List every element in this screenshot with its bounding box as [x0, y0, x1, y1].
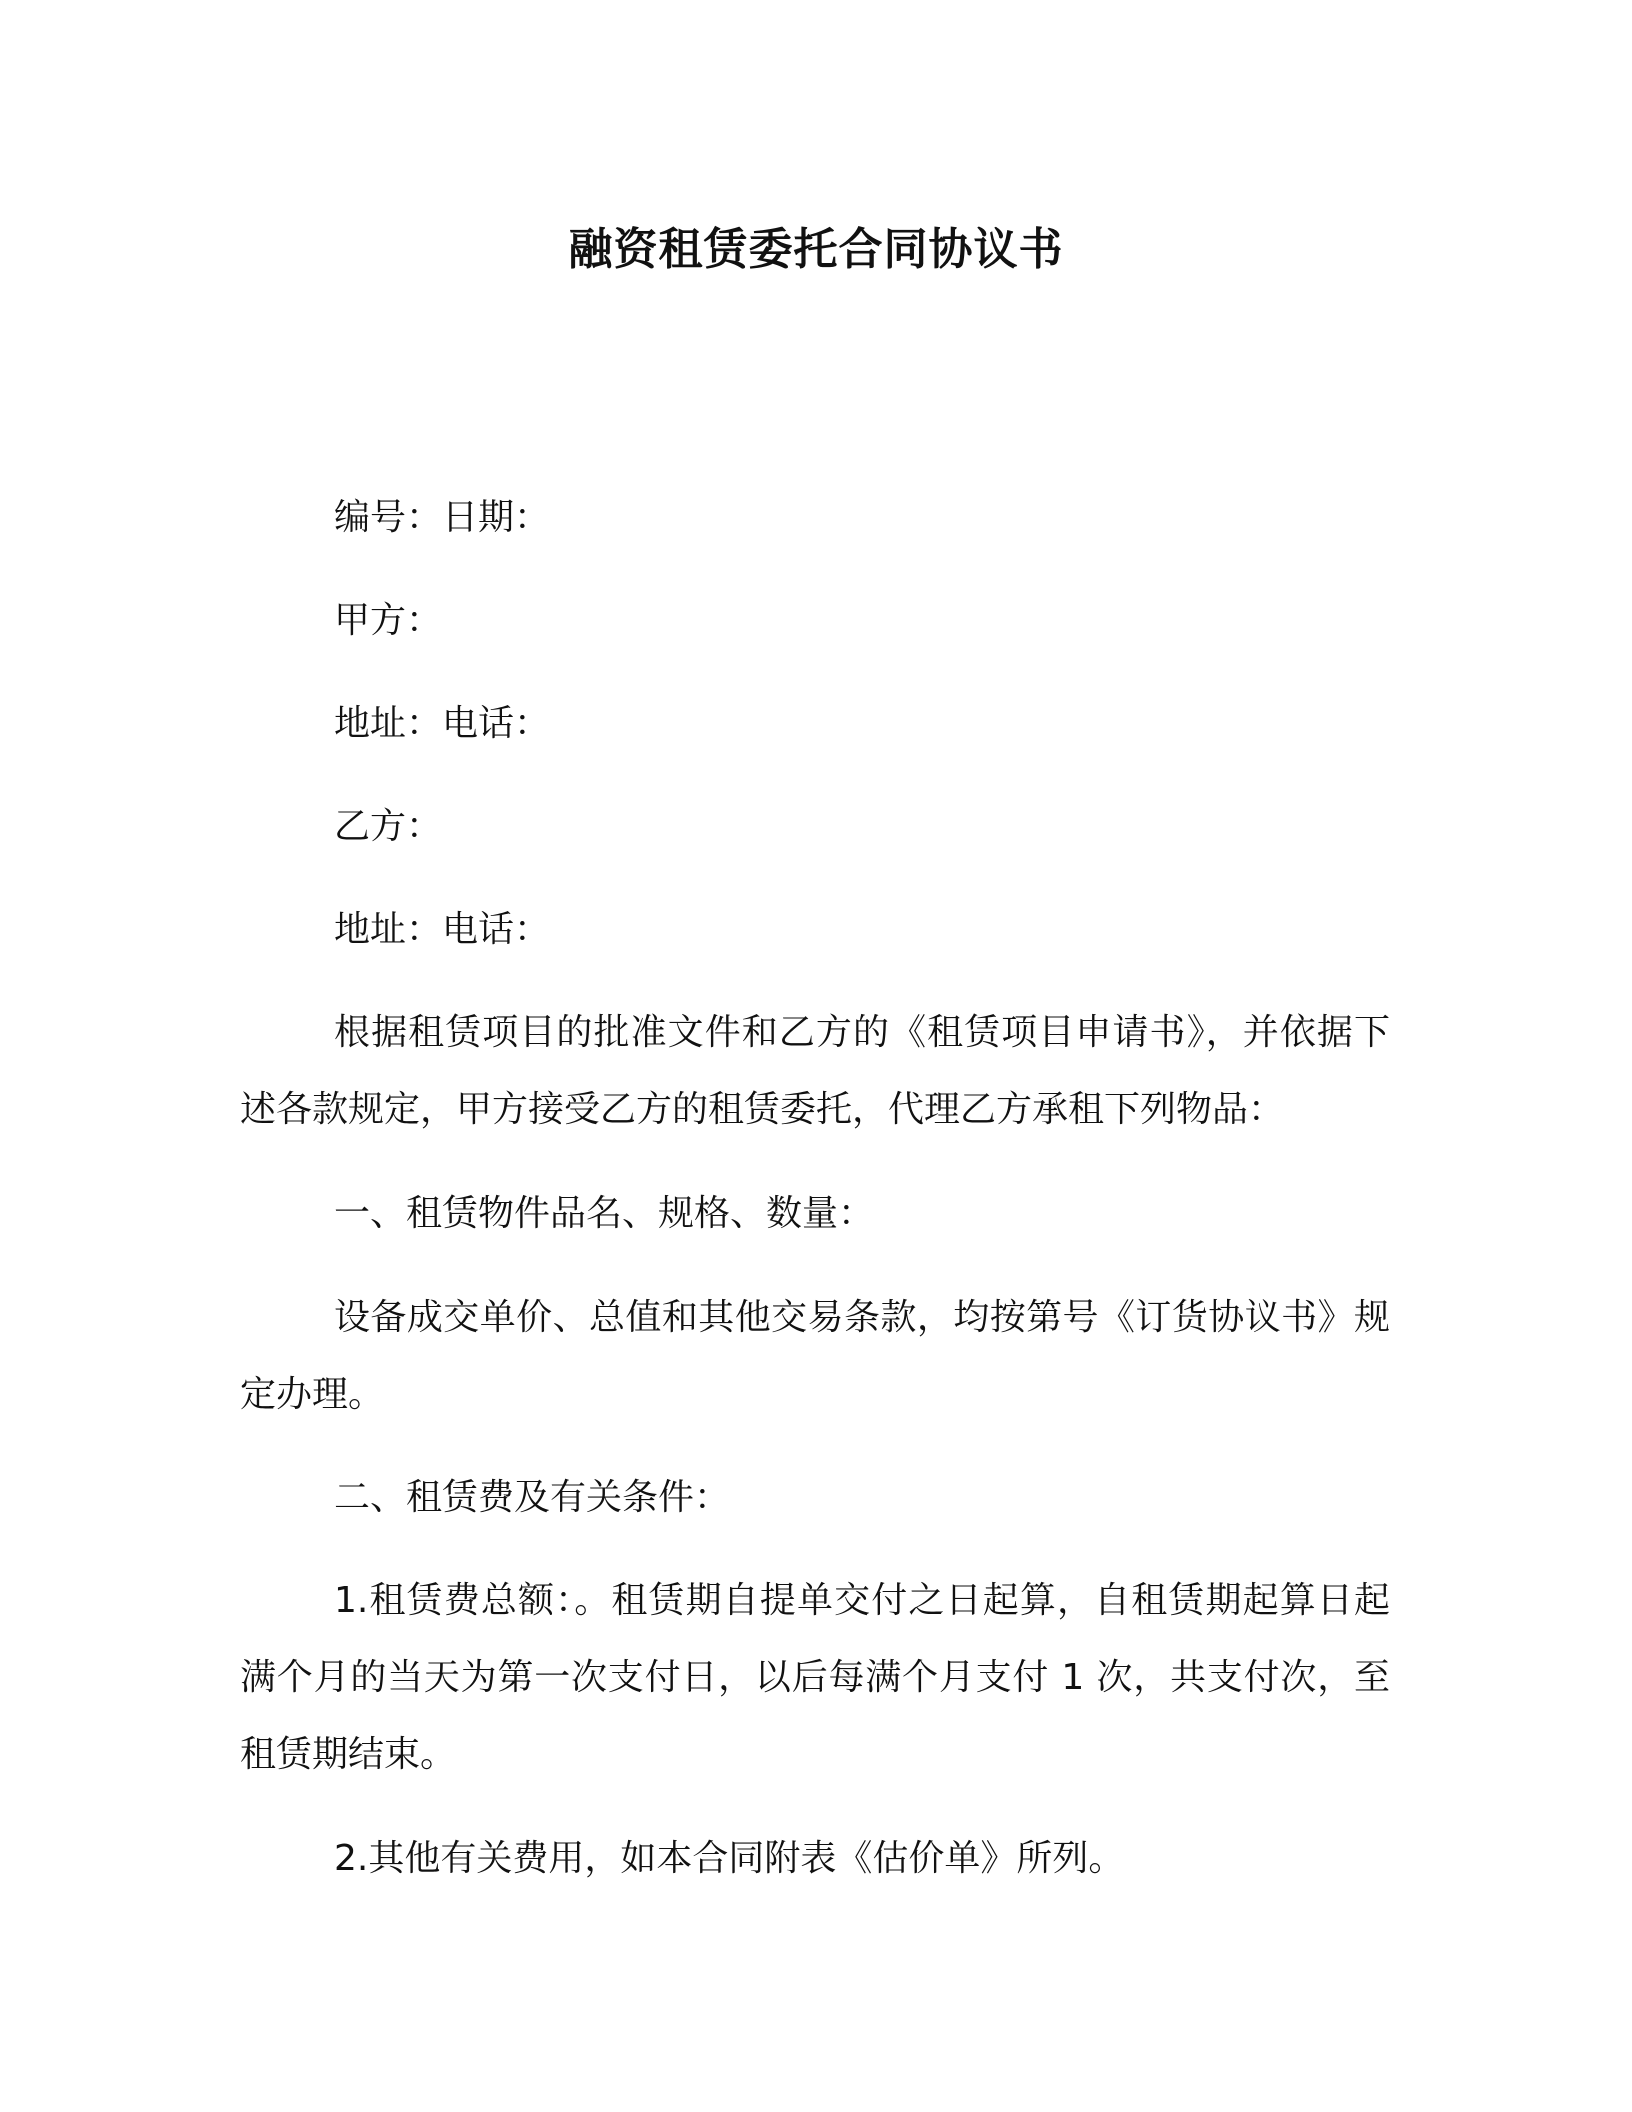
party-a-line: 甲方：: [334, 600, 443, 641]
party-b-line: 乙方：: [334, 806, 443, 847]
party-b-contact-line: 地址：电话：: [334, 909, 551, 950]
intro-paragraph: 根据租赁项目的批准文件和乙方的《租赁项目申请书》，并依据下述各款规定，甲方接受乙方的租赁委托，代理乙方承租下列物品：: [240, 1012, 1390, 1130]
section2-heading: 二、租赁费及有关条件：: [334, 1477, 731, 1518]
section1-paragraph: 设备成交单价、总值和其他交易条款，均按第号《订货协议书》规定办理。: [240, 1297, 1390, 1415]
section1-heading: 一、租赁物件品名、规格、数量：: [334, 1193, 875, 1234]
party-a-contact-line: 地址：电话：: [334, 703, 551, 744]
item1-paragraph: 1.租赁费总额：。租赁期自提单交付之日起算，自租赁期起算日起满个月的当天为第一次支付日，以后每满个月支付 1 次，共支付次，至租赁期结束。: [240, 1580, 1390, 1775]
document-title: 融资租赁委托合同协议书: [568, 224, 1064, 275]
item2-paragraph: 2.其他有关费用，如本合同附表《估价单》所列。: [334, 1838, 1125, 1879]
number-date-line: 编号：日期：: [334, 497, 551, 538]
